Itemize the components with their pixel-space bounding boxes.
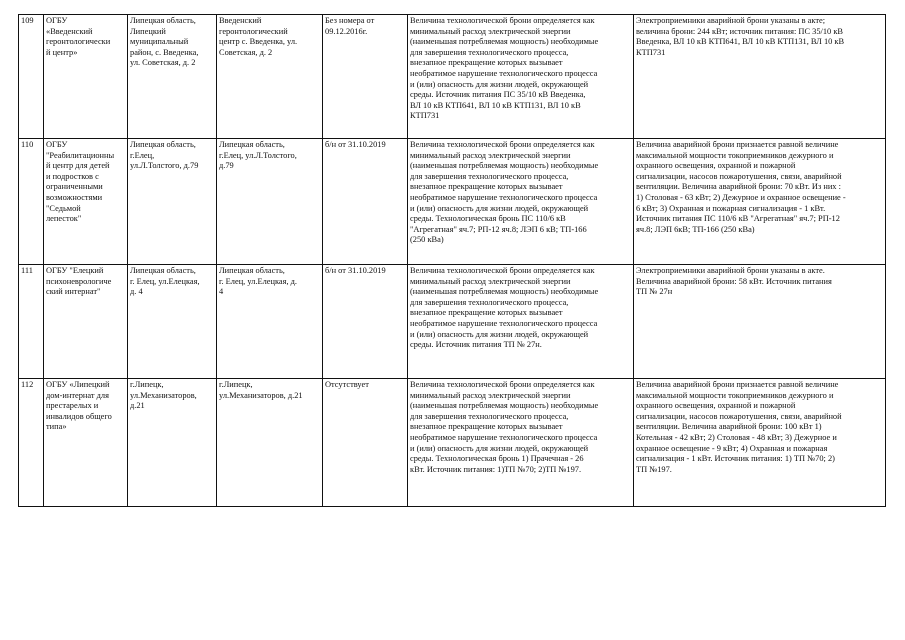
technological-reserve-cell: Величина технологической брони определяется как минимальный расход электрической энергии (наименьшая потребляемая мощность) необходимые для завершения технологического процесса, внезапное прекращение которых вызывает необратимое нарушение технологического процесса и (или) опасность для жизни людей, окружающей среды. Источник питания ТП № 27н. bbox=[408, 265, 634, 379]
address-cell: г.Липецк, ул.Механизаторов, д.21 bbox=[128, 379, 217, 507]
organization-cell: ОГБУ «Введенский геронтологически й центр» bbox=[44, 15, 128, 139]
facility-cell: Введенский геронтологический центр с. Введенка, ул. Советская, д. 2 bbox=[217, 15, 323, 139]
act-cell: Без номера от 09.12.2016г. bbox=[323, 15, 408, 139]
act-cell: Отсутствует bbox=[323, 379, 408, 507]
facility-cell: г.Липецк, ул.Механизаторов, д.21 bbox=[217, 379, 323, 507]
address-cell: Липецкая область, Липецкий муниципальный район, с. Введенка, ул. Советская, д. 2 bbox=[128, 15, 217, 139]
technological-reserve-cell: Величина технологической брони определяется как минимальный расход электрической энергии (наименьшая потребляемая мощность) необходимые для завершения технологического процесса, внезапное прекращение которых вызывает необратимое нарушение технологического процесса и (или) опасность для жизни людей, окружающей среды. Источник питания ПС 35/10 кВ Введенка, ВЛ 10 кВ КТП641, ВЛ 10 кВ КТП131, ВЛ 10 кВ КТП731 bbox=[408, 15, 634, 139]
facility-cell: Липецкая область, г. Елец, ул.Елецкая, д. 4 bbox=[217, 265, 323, 379]
technological-reserve-cell: Величина технологической брони определяется как минимальный расход электрической энергии (наименьшая потребляемая мощность) необходимые для завершения технологического процесса, внезапное прекращение которых вызывает необратимое нарушение технологического процесса и (или) опасность для жизни людей, окружающей среды. Технологическая бронь ПС 110/6 кВ "Агрегатная" яч.7; РП-12 яч.8; ЛЭП 6 кВ; ТП-166 (250 кВа) bbox=[408, 139, 634, 265]
table-row bbox=[19, 265, 886, 379]
organization-cell: ОГБУ "Реабилитационны й центр для детей и подростков с ограниченными возможностями "Седьмой лепесток" bbox=[44, 139, 128, 265]
technological-reserve-cell: Величина технологической брони определяется как минимальный расход электрической энергии (наименьшая потребляемая мощность) необходимые для завершения технологического процесса, внезапное прекращение которых вызывает необратимое нарушение технологического процесса и (или) опасность для жизни людей, окружающей среды. Технологическая бронь 1) Прачечная - 26 кВт. Источник питания: 1)ТП №70; 2)ТП №197. bbox=[408, 379, 634, 507]
facility-cell: Липецкая область, г.Елец, ул.Л.Толстого, д.79 bbox=[217, 139, 323, 265]
act-cell: б/н от 31.10.2019 bbox=[323, 265, 408, 379]
act-cell: б/н от 31.10.2019 bbox=[323, 139, 408, 265]
address-cell: Липецкая область, г.Елец, ул.Л.Толстого, д.79 bbox=[128, 139, 217, 265]
emergency-reserve-cell: Электроприемники аварийной брони указаны в акте; величина брони: 244 кВт; источник питания: ПС 35/10 кВ Введенка, ВЛ 10 кВ КТП641, ВЛ 10 кВ КТП131, ВЛ 10 кВ КТП731 bbox=[634, 15, 886, 139]
address-cell: Липецкая область, г. Елец, ул.Елецкая, д. 4 bbox=[128, 265, 217, 379]
emergency-reserve-cell: Величина аварийной брони признается равной величине максимальной мощности токоприемников дежурного и охранного освещения, охранной и пожарной сигнализации, насосов пожаротушения, связи, аварийной вентиляции. Величина аварийной брони: 100 кВт 1) Котельная - 42 кВт; 2) Столовая - 48 кВт; 3) Дежурное и охранное освещение - 9 кВт; 4) Охранная и пожарная сигнализация - 1 кВт. Источник питания: 1) ТП №70; 2) ТП №197. bbox=[634, 379, 886, 507]
table-row bbox=[19, 15, 886, 139]
reservation-table bbox=[18, 14, 886, 507]
emergency-reserve-cell: Электроприемники аварийной брони указаны в акте. Величина аварийной брони: 58 кВт. Источник питания ТП № 27н bbox=[634, 265, 886, 379]
table-row bbox=[19, 379, 886, 507]
organization-cell: ОГБУ "Елецкий психоневрологиче ский интернат" bbox=[44, 265, 128, 379]
row-number: 109 bbox=[19, 15, 44, 139]
row-number: 110 bbox=[19, 139, 44, 265]
table-row bbox=[19, 139, 886, 265]
row-number: 112 bbox=[19, 379, 44, 507]
organization-cell: ОГБУ «Липецкий дом-интернат для престарелых и инвалидов общего типа» bbox=[44, 379, 128, 507]
row-number: 111 bbox=[19, 265, 44, 379]
emergency-reserve-cell: Величина аварийной брони признается равной величине максимальной мощности токоприемников дежурного и охранного освещения, охранной и пожарной сигнализации, насосов пожаротушения, связи, аварийной вентиляции. Величина аварийной брони: 70 кВт. Из них : 1) Столовая - 63 кВт; 2) Дежурное и охранное освещение - 6 кВт; 3) Охранная и пожарная сигнализация - 1 кВт. Источник питания ПС 110/6 кВ "Агрегатная" яч.7; РП-12 яч.8; ЛЭП 6кВ; ТП-166 (250 кВа) bbox=[634, 139, 886, 265]
